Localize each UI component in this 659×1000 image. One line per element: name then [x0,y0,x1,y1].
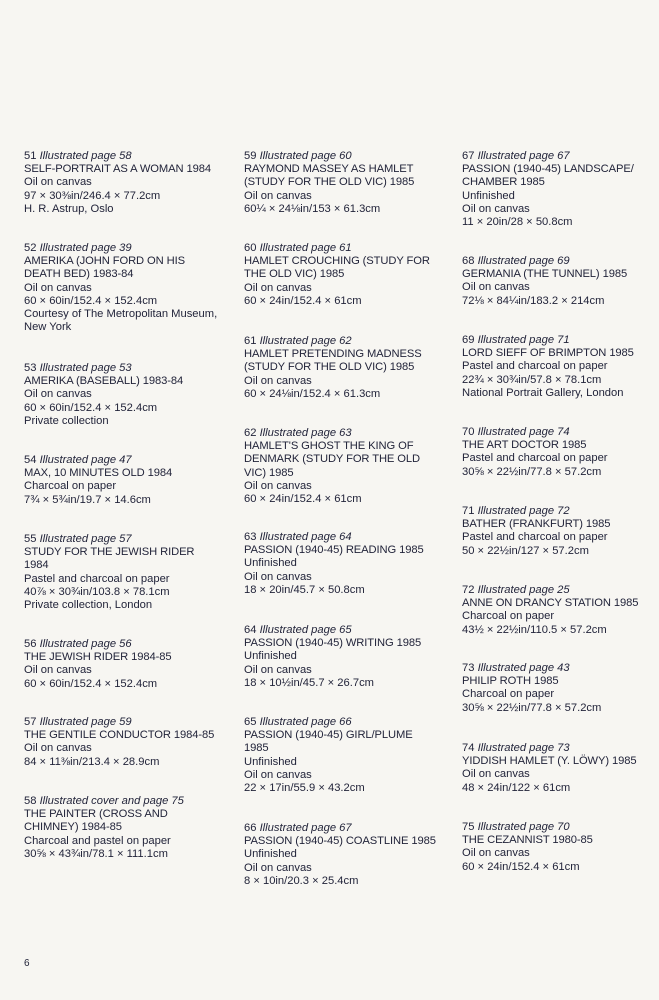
entry-reference [462,742,652,755]
entry-detail: Unfinished [244,755,297,768]
entry-title: PASSION (1940-45) LANDSCAPE/ [462,163,634,176]
catalogue-entry-74 [462,742,652,795]
catalogue-entry-57 [24,716,232,769]
entry-reference [462,150,652,163]
entry-illustration-ref: Illustrated page 71 [477,334,570,346]
entry-reference [462,426,652,439]
entry-title-line [462,439,652,452]
entry-title-line [24,268,232,281]
entry-detail: 50 × 22½in/127 × 57.2cm [462,544,589,557]
entry-year: 1985 [244,742,269,755]
entry-reference [244,242,450,255]
catalogue-entry-60 [244,242,450,308]
entry-year: 1985 [411,835,436,848]
entry-number: 57 [24,716,37,728]
entry-title-line [244,268,450,281]
entry-number: 63 [244,531,257,543]
entry-title: VIC) [244,466,266,479]
catalogue-entry-75 [462,821,652,874]
entry-reference [24,795,232,808]
entry-number: 64 [244,624,257,636]
entry-detail: Oil on canvas [462,281,530,294]
entry-illustration-ref: Illustrated page 72 [477,505,570,517]
entry-detail: 60 × 60in/152.4 × 152.4cm [24,294,158,307]
entry-detail: 60 × 60in/152.4 × 152.4cm [24,677,158,690]
entry-detail: Pastel and charcoal on paper [24,572,170,585]
entry-detail: Pastel and charcoal on paper [462,360,608,373]
entry-illustration-ref: Illustrated page 53 [39,362,132,374]
catalogue-entry-66 [244,822,450,888]
entry-illustration-ref: Illustrated page 64 [259,531,352,543]
entry-reference [462,505,652,518]
entry-title-line [462,597,652,610]
entry-illustration-ref: Illustrated page 58 [39,150,132,162]
entry-title-line [244,467,450,480]
entry-detail: Oil on canvas [24,742,92,755]
entry-title-line [24,808,232,821]
catalogue-entry-54 [24,454,232,507]
entry-detail: 8 × 10in/20.3 × 25.4cm [244,874,359,887]
catalogue-entry-64 [244,624,450,690]
entry-title: THE CEZANNIST [462,834,550,847]
entry-number: 61 [244,335,257,347]
entry-detail: 22 × 17in/55.9 × 43.2cm [244,782,365,795]
catalogue-entry-52 [24,242,232,334]
entry-detail: Oil on canvas [244,768,312,781]
entry-detail: Oil on canvas [24,281,92,294]
entry-title-line [244,637,450,650]
entry-detail: 60 × 60in/152.4 × 152.4cm [24,401,158,414]
entry-detail: Oil on canvas [24,388,92,401]
entry-year: 1985 [612,755,637,768]
catalogue-entry-70 [462,426,652,479]
entry-year: 1984 [24,559,49,572]
entry-title: THE OLD VIC) [244,268,317,281]
entry-detail: Unfinished [462,189,515,202]
entry-detail: Oil on canvas [462,768,530,781]
entry-title: THE PAINTER (CROSS AND [24,808,168,821]
catalogue-entry-63 [244,531,450,597]
entry-detail: Private collection [24,414,109,427]
entry-detail: 30⅝ × 22½in/77.8 × 57.2cm [462,701,602,714]
entry-detail: 72⅛ × 84¼in/183.2 × 214cm [462,294,605,307]
entry-year: 1985 [602,268,628,281]
entry-number: 55 [24,533,37,545]
catalogue-entry-61 [244,335,450,401]
entry-title-line [462,176,652,189]
entry-detail: Unfinished [244,557,297,570]
entry-detail: Oil on canvas [462,847,530,860]
entry-detail: 11 × 20in/28 × 50.8cm [462,216,573,229]
catalogue-entry-58 [24,795,232,861]
entry-detail: 48 × 24in/122 × 61cm [462,781,571,794]
entry-title-line [462,675,652,688]
entry-title: DEATH BED) [24,268,90,281]
entry-illustration-ref: Illustrated page 73 [477,742,570,754]
entry-number: 66 [244,822,257,834]
entry-title-line [244,729,450,742]
entry-detail: Courtesy of The Metropolitan Museum, [24,308,218,321]
entry-title-line [244,835,450,848]
entry-title: BATHER (FRANKFURT) [462,518,583,531]
entry-reference [244,335,450,348]
entry-title: ANNE ON DRANCY STATION [462,597,611,610]
entry-title-line [244,348,450,361]
entry-illustration-ref: Illustrated page 60 [259,150,352,162]
catalogue-entry-59 [244,150,450,216]
entry-detail: Charcoal and pastel on paper [24,834,171,847]
entry-title: MAX, 10 MINUTES OLD [24,467,145,480]
entry-year: 1985 [585,518,611,531]
entry-title: AMERIKA (JOHN FORD ON HIS [24,255,185,268]
entry-year: 1985 [396,637,422,650]
entry-year: 1984 [147,467,173,480]
entry-reference [24,533,232,546]
entry-illustration-ref: Illustrated page 66 [259,716,352,728]
entry-title-line [24,729,232,742]
entry-detail: Oil on canvas [244,479,312,492]
entry-number: 75 [462,821,475,833]
entry-reference [244,624,450,637]
entry-reference [24,362,232,375]
entry-number: 69 [462,334,475,346]
entry-reference [24,638,232,651]
entry-illustration-ref: Illustrated page 47 [39,454,132,466]
entry-reference [244,531,450,544]
entry-title: RAYMOND MASSEY AS HAMLET [244,163,414,176]
entry-illustration-ref: Illustrated page 74 [477,426,570,438]
entry-year: 1985 [319,268,345,281]
entry-detail: National Portrait Gallery, London [462,386,624,399]
entry-detail: Charcoal on paper [462,610,555,623]
entry-number: 53 [24,362,37,374]
entry-detail: Oil on canvas [244,861,312,874]
entry-year: 1985 [533,675,559,688]
entry-detail: 84 × 11⅜in/213.4 × 28.9cm [24,755,160,768]
page-number: 6 [24,958,30,969]
catalogue-entry-71 [462,505,652,558]
entry-number: 65 [244,716,257,728]
entry-illustration-ref: Illustrated page 43 [477,662,570,674]
entry-year: 1984-85 [131,651,172,664]
entry-illustration-ref: Illustrated page 67 [477,150,570,162]
entry-year: 1985 [561,439,587,452]
catalogue-entry-67 [462,150,652,229]
entry-title-line [462,268,652,281]
entry-title: PASSION (1940-45) READING [244,544,397,557]
catalogue-entry-72 [462,584,652,637]
entry-title: THE JEWISH RIDER [24,651,129,664]
entry-title-line [244,255,450,268]
entry-title-line [462,163,652,176]
entry-title: STUDY FOR THE JEWISH RIDER [24,546,195,559]
entry-number: 60 [244,242,257,254]
catalogue-entry-62 [244,427,450,506]
entry-title-line [462,347,652,360]
entry-detail: Oil on canvas [462,202,530,215]
entry-number: 72 [462,584,475,596]
entry-title: PHILIP ROTH [462,675,531,688]
entry-detail: 60 × 24in/152.4 × 61cm [244,493,362,506]
entry-detail: Charcoal on paper [462,688,555,701]
entry-title: AMERIKA (BASEBALL) [24,375,140,388]
entry-title-line [24,163,232,176]
entry-detail: Oil on canvas [244,663,312,676]
entry-detail: Pastel and charcoal on paper [462,531,608,544]
entry-detail: Oil on canvas [244,281,312,294]
entry-year: 1984 [186,163,211,176]
entry-detail: Oil on canvas [244,570,312,583]
entry-illustration-ref: Illustrated cover and page 75 [39,795,184,807]
entry-title-line [24,821,232,834]
entry-number: 70 [462,426,475,438]
entry-detail: 18 × 10½in/45.7 × 26.7cm [244,676,374,689]
entry-year: 1985 [520,176,545,189]
entry-detail: New York [24,321,72,334]
entry-title-line [244,176,450,189]
entry-detail: 60 × 24in/152.4 × 61cm [244,294,362,307]
catalogue-entry-55 [24,533,232,612]
entry-detail: Unfinished [244,650,297,663]
entry-reference [24,716,232,729]
entry-title-line [244,163,450,176]
entry-title: DENMARK (STUDY FOR THE OLD [244,453,421,466]
entry-detail: Oil on canvas [244,189,312,202]
entry-title-line [244,544,450,557]
entry-detail: 22¾ × 30¾in/57.8 × 78.1cm [462,373,602,386]
entry-number: 59 [244,150,257,162]
entry-title: CHAMBER [462,176,518,189]
entry-title-line [244,742,450,755]
entry-title-line [244,453,450,466]
catalogue-entry-53 [24,362,232,428]
entry-title: HAMLET'S GHOST THE KING OF [244,440,414,453]
entry-number: 52 [24,242,37,254]
entry-detail: Oil on canvas [24,176,92,189]
entry-detail: 97 × 30⅜in/246.4 × 77.2cm [24,189,161,202]
entry-reference [24,454,232,467]
entry-illustration-ref: Illustrated page 39 [39,242,132,254]
entry-reference [462,255,652,268]
entry-illustration-ref: Illustrated page 67 [259,822,352,834]
entry-reference [244,427,450,440]
entry-illustration-ref: Illustrated page 63 [259,427,352,439]
entry-title: THE ART DOCTOR [462,439,559,452]
entry-title: PASSION (1940-45) COASTLINE [244,835,409,848]
catalogue-entry-68 [462,255,652,308]
entry-year: 1980-85 [552,834,593,847]
entry-reference [24,150,232,163]
entry-number: 74 [462,742,475,754]
entry-detail: 18 × 20in/45.7 × 50.8cm [244,583,365,596]
entry-title: SELF-PORTRAIT AS A WOMAN [24,163,184,176]
entry-year: 1983-84 [92,268,134,281]
entry-title: (STUDY FOR THE OLD VIC) [244,176,387,189]
entry-year: 1985 [613,597,639,610]
catalogue-entry-69 [462,334,652,400]
entry-title: LORD SIEFF OF BRIMPTON [462,347,607,360]
entry-title: PASSION (1940-45) WRITING [244,637,394,650]
entry-reference [462,821,652,834]
entry-detail: Pastel and charcoal on paper [462,452,608,465]
entry-number: 73 [462,662,475,674]
entry-detail: 30⅝ × 43¾in/78.1 × 111.1cm [24,847,168,860]
entry-number: 58 [24,795,37,807]
entry-detail: H. R. Astrup, Oslo [24,202,114,215]
entry-detail: 43½ × 22½in/110.5 × 57.2cm [462,623,607,636]
entry-title-line [462,834,652,847]
entry-title: YIDDISH HAMLET (Y. LÖWY) [462,755,610,768]
entry-number: 54 [24,454,37,466]
entry-reference [244,150,450,163]
entry-illustration-ref: Illustrated page 65 [259,624,352,636]
entry-illustration-ref: Illustrated page 25 [477,584,570,596]
entry-number: 67 [462,150,475,162]
entry-detail: Charcoal on paper [24,480,117,493]
entry-reference [244,716,450,729]
entry-number: 62 [244,427,257,439]
entry-reference [462,334,652,347]
entry-illustration-ref: Illustrated page 57 [39,533,132,545]
entry-detail: 30⅝ × 22½in/77.8 × 57.2cm [462,465,602,478]
entry-detail: Unfinished [244,848,297,861]
entry-title-line [24,546,232,559]
entry-illustration-ref: Illustrated page 70 [477,821,570,833]
entry-title: PASSION (1940-45) GIRL/PLUME [244,729,413,742]
catalogue-entry-65 [244,716,450,795]
entry-title-line [24,375,232,388]
entry-reference [244,822,450,835]
entry-illustration-ref: Illustrated page 62 [259,335,352,347]
entry-title-line [24,255,232,268]
entry-reference [24,242,232,255]
entry-year: 1983-84 [142,375,184,388]
entry-title-line [244,440,450,453]
entry-title-line [24,467,232,480]
entry-detail: 60 × 24⅛in/152.4 × 61.3cm [244,387,381,400]
entry-number: 51 [24,150,37,162]
entry-title: HAMLET CROUCHING (STUDY FOR [244,255,430,268]
entry-title: CHIMNEY) [24,821,79,834]
entry-illustration-ref: Illustrated page 56 [39,638,132,650]
entry-title-line [24,559,232,572]
catalogue-entry-56 [24,638,232,691]
entry-year: 1985 [269,466,294,479]
entry-illustration-ref: Illustrated page 59 [39,716,132,728]
entry-year: 1984-85 [173,729,215,742]
entry-year: 1985 [389,176,415,189]
entry-reference [462,662,652,675]
entry-year: 1985 [399,544,424,557]
entry-detail: 40⅞ × 30¾in/103.8 × 78.1cm [24,585,170,598]
entry-illustration-ref: Illustrated page 69 [477,255,570,267]
catalogue-entry-73 [462,662,652,715]
catalogue-entry-51 [24,150,232,216]
entry-year: 1985 [389,361,415,374]
entry-illustration-ref: Illustrated page 61 [259,242,352,254]
entry-number: 56 [24,638,37,650]
entry-detail: 60 × 24in/152.4 × 61cm [462,860,580,873]
entry-detail: Private collection, London [24,599,153,612]
entry-title-line [462,518,652,531]
entry-title: THE GENTILE CONDUCTOR [24,729,171,742]
entry-detail: 7¾ × 5¾in/19.7 × 14.6cm [24,493,151,506]
entry-year: 1985 [609,347,634,360]
entry-year: 1984-85 [81,821,122,834]
entry-number: 68 [462,255,475,267]
entry-detail: Oil on canvas [244,374,312,387]
entry-number: 71 [462,505,475,517]
entry-title: HAMLET PRETENDING MADNESS [244,348,422,361]
entry-detail: Oil on canvas [24,664,92,677]
entry-title-line [462,755,652,768]
entry-title: (STUDY FOR THE OLD VIC) [244,361,387,374]
entry-reference [462,584,652,597]
entry-title: GERMANIA (THE TUNNEL) [462,268,600,281]
entry-detail: 60¼ × 24⅛in/153 × 61.3cm [244,202,381,215]
entry-title-line [244,361,450,374]
entry-title-line [24,651,232,664]
